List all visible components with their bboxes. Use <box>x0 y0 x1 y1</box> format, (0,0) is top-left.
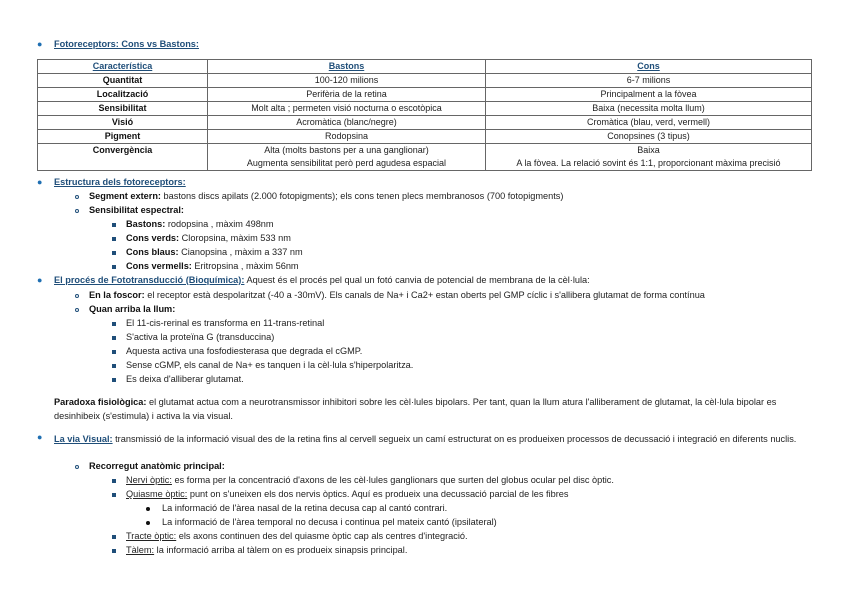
comparison-table <box>37 59 812 171</box>
row-label: Sensibilitat <box>38 102 208 116</box>
llum-line: Quan arriba la llum: <box>89 304 176 314</box>
table-cell: 100-120 milions <box>208 74 486 88</box>
table-cell <box>208 144 486 171</box>
list-item: Tàlem: la informació arriba al tàlem on es produeix sinapsis principal. <box>126 545 408 555</box>
square-bullet-icon <box>112 479 116 483</box>
row-label: Convergència <box>38 144 208 171</box>
bullet-icon: ● <box>37 177 43 187</box>
table-row <box>38 130 812 144</box>
list-item: Cons blaus: Cianopsina , màxim a 337 nm <box>126 247 303 257</box>
table-cell: Rodopsina <box>208 130 486 144</box>
table-cell: Principalment a la fòvea <box>486 88 812 102</box>
table-row <box>38 144 812 171</box>
list-item: Cons vermells: Eritropsina , màxim 56nm <box>126 261 299 271</box>
recorregut-line: Recorregut anatòmic principal: <box>89 461 225 471</box>
section-heading-fotoreceptors: Fotoreceptors: Cons vs Bastons: <box>54 39 199 49</box>
table-cell: Conopsines (3 tipus) <box>486 130 812 144</box>
list-item: El 11-cis-rerinal es transforma en 11-trans-retinal <box>126 318 325 328</box>
section-heading-fototransduccio: El procés de Fototransducció (Bioquímica): Aquest és el procés pel qual un fotó canvia de potencial de membrana de la cèl·lula: <box>54 275 590 285</box>
circle-bullet-icon <box>75 209 79 213</box>
row-label: Pigment <box>38 130 208 144</box>
square-bullet-icon <box>112 223 116 227</box>
table-row <box>38 116 812 130</box>
bullet-icon: ● <box>37 275 43 285</box>
list-item: Aquesta activa una fosfodiesterasa que degrada el cGMP. <box>126 346 363 356</box>
row-label: Localització <box>38 88 208 102</box>
list-item: Tracte òptic: els axons continuen des del quiasme òptic cap als centres d'integració. <box>126 531 468 541</box>
section-heading-estructura: Estructura dels fotoreceptors: <box>54 177 186 187</box>
square-bullet-icon <box>112 549 116 553</box>
table-cell: Baixa (necessita molta llum) <box>486 102 812 116</box>
table-cell: 6-7 milions <box>486 74 812 88</box>
table-cell: Molt alta ; permeten visió nocturna o escotòpica <box>208 102 486 116</box>
cell-line: Alta (molts bastons per a una ganglionar) <box>264 145 429 155</box>
list-item: Cons verds: Cloropsina, màxim 533 nm <box>126 233 291 243</box>
dot-bullet-icon <box>146 521 150 525</box>
table-cell <box>486 144 812 171</box>
square-bullet-icon <box>112 251 116 255</box>
circle-bullet-icon <box>75 195 79 199</box>
circle-bullet-icon <box>75 308 79 312</box>
cell-line: A la fòvea. La relació sovint és 1:1, proporcionant màxima precisió <box>516 158 781 168</box>
list-item: Es deixa d'alliberar glutamat. <box>126 374 244 384</box>
table-cell: Perifèria de la retina <box>208 88 486 102</box>
square-bullet-icon <box>112 237 116 241</box>
cell-line: Baixa <box>637 145 660 155</box>
square-bullet-icon <box>112 322 116 326</box>
list-item: Bastons: rodopsina , màxim 498nm <box>126 219 274 229</box>
bullet-icon: ● <box>37 39 43 49</box>
cell-line: Augmenta sensibilitat però perd agudesa espacial <box>246 158 447 168</box>
segment-extern-line: Segment extern: bastons discs apilats (2.000 fotopigments); els cons tenen plecs membranosos (700 fotopigments) <box>89 191 564 201</box>
square-bullet-icon <box>112 493 116 497</box>
row-label: Visió <box>38 116 208 130</box>
circle-bullet-icon <box>75 294 79 298</box>
list-item: Quiasme òptic: punt on s'uneixen els dos nervis òptics. Aquí es produeix una decussació parcial de les fibres <box>126 489 569 499</box>
list-item: La informació de l'àrea temporal no decusa i continua pel mateix cantó (ipsilateral) <box>162 517 497 527</box>
row-label: Quantitat <box>38 74 208 88</box>
square-bullet-icon <box>112 378 116 382</box>
square-bullet-icon <box>112 265 116 269</box>
square-bullet-icon <box>112 364 116 368</box>
square-bullet-icon <box>112 535 116 539</box>
list-item: La informació de l'àrea nasal de la retina decusa cap al cantó contrari. <box>162 503 448 513</box>
bullet-icon: ● <box>37 432 43 442</box>
dot-bullet-icon <box>146 507 150 511</box>
section-heading-via-visual: La via Visual: transmissió de la informació visual des de la retina fins al cervell segueix un camí estructurat on es produeixen processos de decussació i integració en diferents nuclis. <box>54 434 797 444</box>
circle-bullet-icon <box>75 465 79 469</box>
list-item: S'activa la proteïna G (transduccina) <box>126 332 275 342</box>
table-header-cell: Cons <box>486 60 812 74</box>
table-cell: Acromàtica (blanc/negre) <box>208 116 486 130</box>
square-bullet-icon <box>112 350 116 354</box>
table-header-cell: Característica <box>38 60 208 74</box>
table-header-cell: Bastons <box>208 60 486 74</box>
table-row <box>38 88 812 102</box>
table-cell: Cromàtica (blau, verd, vermell) <box>486 116 812 130</box>
square-bullet-icon <box>112 336 116 340</box>
table-row <box>38 74 812 88</box>
list-item: Nervi òptic: es forma per la concentració d'axons de les cèl·lules ganglionars que surten del globus ocular pel disc òptic. <box>126 475 614 485</box>
foscor-line: En la foscor: el receptor està despolaritzat (-40 a -30mV). Els canals de Na+ i Ca2+ estan oberts pel GMP cíclic i s'allibera glutamat de forma contínua <box>89 290 705 300</box>
paradox-paragraph: Paradoxa fisiològica: el glutamat actua com a neurotransmissor inhibitori sobre les cèl·lules bipolars. Per tant, quan la llum atura l'alliberament de glutamat, la cèl·lula bipolar es desinhibeix (s'estimula) i activa la via visual. <box>54 397 777 421</box>
table-header-row <box>38 60 812 74</box>
list-item: Sense cGMP, els canal de Na+ es tanquen i la cèl·lula s'hiperpolaritza. <box>126 360 414 370</box>
table-row <box>38 102 812 116</box>
sensibilitat-espectral-line: Sensibilitat espectral: <box>89 205 184 215</box>
